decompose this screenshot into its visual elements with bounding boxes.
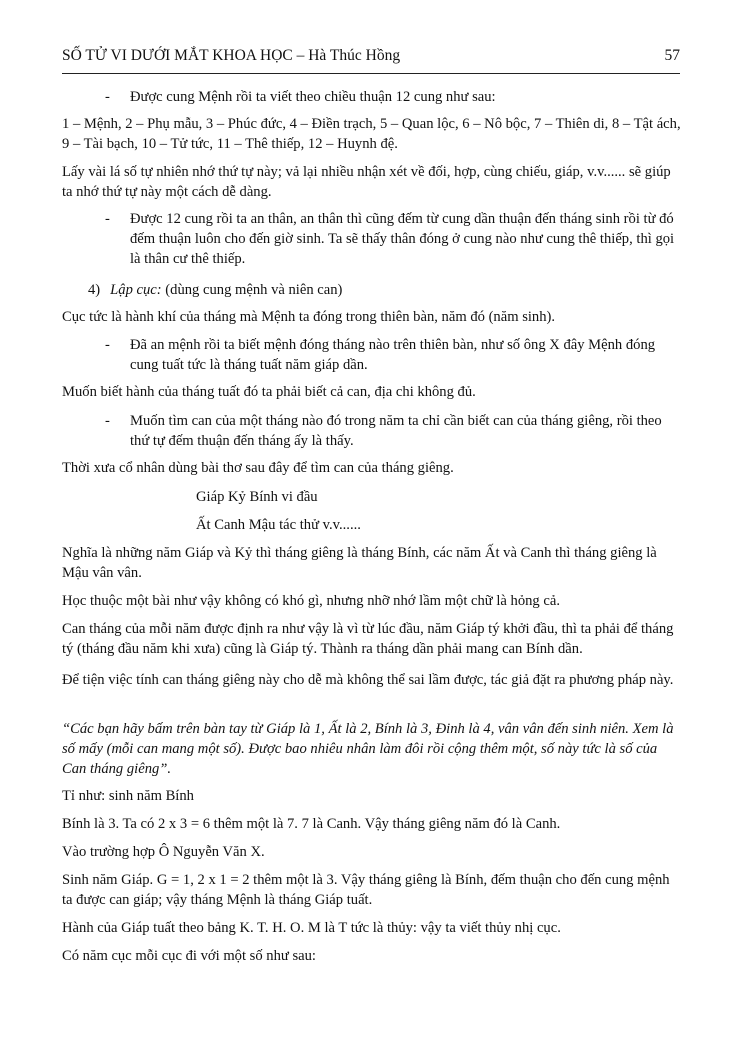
text: Được 12 cung rồi ta an thân, an thân thì cũng đếm từ cung dần thuận đến tháng sinh rồi từ đó đếm thuận luôn cho đến giờ sinh. Ta sẽ thấy thân đóng ở cung nào như cung thê thiếp, thì gọi là thân cư thê thiếp. — [130, 211, 675, 267]
text: Giáp Kỷ Bính vi đầu — [196, 489, 318, 505]
paragraph — [62, 162, 682, 202]
text: Hành của Giáp tuất theo bảng K. T. H. O. M là T tức là thủy: vậy ta viết thủy nhị cục. — [62, 920, 561, 936]
section-number: 4) — [88, 282, 101, 298]
text: Lấy vài lá số tự nhiên nhớ thứ tự này; vả lại nhiều nhận xét về đối, hợp, cùng chiếu, giáp, v.v...... sẽ giúp ta nhớ thứ tự này một cách dễ dàng. — [62, 164, 671, 200]
bullet-dash: - — [105, 89, 110, 105]
text: Học thuộc một bài như vậy không có khó gì, nhưng nhỡ nhớ lầm một chữ là hỏng cả. — [62, 593, 560, 609]
paragraph — [62, 382, 682, 402]
running-header-title: SỐ TỬ VI DƯỚI MẮT KHOA HỌC – Hà Thúc Hồng — [62, 47, 401, 64]
paragraph — [62, 670, 682, 690]
section-heading — [88, 280, 342, 300]
poem-line — [196, 487, 318, 507]
paragraph — [62, 543, 682, 583]
paragraph — [62, 307, 682, 327]
text: Tỉ như: sinh năm Bính — [62, 788, 194, 804]
bullet-item — [105, 411, 682, 451]
section-title: Lập cục: — [110, 282, 162, 298]
text: 1 – Mệnh, 2 – Phụ mẫu, 3 – Phúc đức, 4 – Điền trạch, 5 – Quan lộc, 6 – Nô bộc, 7 – Thiên di, 8 – Tật ách, 9 – Tài bạch, 10 – Tử tức, 11 – Thê thiếp, 12 – Huynh đệ. — [62, 116, 681, 152]
text: Để tiện việc tính can tháng giêng này cho dễ mà không thể sai lầm được, tác giả đặt ra phương pháp này. — [62, 672, 674, 688]
paragraph — [62, 918, 682, 938]
text: Được cung Mệnh rồi ta viết theo chiều thuận 12 cung như sau: — [130, 89, 496, 105]
text: Sinh năm Giáp. G = 1, 2 x 1 = 2 thêm một là 3. Vậy tháng giêng là Bính, đếm thuận cho đến cung mệnh ta được can giáp; vậy tháng Mệnh là tháng Giáp tuất. — [62, 872, 670, 908]
paragraph — [62, 842, 682, 862]
paragraph — [62, 946, 682, 966]
header-rule — [62, 73, 680, 74]
text: Nghĩa là những năm Giáp và Kỷ thì tháng giêng là tháng Bính, các năm Ất và Canh thì tháng giêng là Mậu vân vân. — [62, 545, 657, 581]
bullet-dash: - — [105, 337, 110, 353]
text: Thời xưa cổ nhân dùng bài thơ sau đây để tìm can của tháng giêng. — [62, 460, 454, 476]
text: “Các bạn hãy bấm trên bàn tay từ Giáp là 1, Ất là 2, Bính là 3, Đinh là 4, vân vân đến sinh niên. Xem là số mấy (mỗi can mang một số). Được bao nhiêu nhân làm đôi rồi cộng thêm một, số này tức là số của Can tháng giêng”. — [62, 721, 674, 777]
text: (dùng cung mệnh và niên can) — [161, 282, 343, 298]
text: Muốn biết hành của tháng tuất đó ta phải biết cả can, địa chi không đủ. — [62, 384, 476, 400]
text: Vào trường hợp Ô Nguyễn Văn X. — [62, 844, 265, 860]
text: Can tháng của mỗi năm được định ra như vậy là vì từ lúc đầu, năm Giáp tý khởi đầu, thì ta phải để tháng tý (tháng đầu năm khi xưa) cũng là Giáp tý. Thành ra tháng dần phải mang can Bính dần. — [62, 621, 674, 657]
bullet-item — [105, 209, 682, 269]
text: Có năm cục mỗi cục đi với một số như sau: — [62, 948, 316, 964]
paragraph — [62, 619, 682, 659]
paragraph — [62, 786, 682, 806]
quote-paragraph — [62, 719, 682, 779]
text: Bính là 3. Ta có 2 x 3 = 6 thêm một là 7. 7 là Canh. Vậy tháng giêng năm đó là Canh. — [62, 816, 561, 832]
bullet-item — [105, 335, 682, 375]
paragraph — [62, 591, 682, 611]
text: Cục tức là hành khí của tháng mà Mệnh ta đóng trong thiên bàn, năm đó (năm sinh). — [62, 309, 556, 325]
paragraph — [62, 114, 682, 154]
bullet-dash: - — [105, 211, 110, 227]
bullet-item — [105, 87, 682, 107]
paragraph — [62, 870, 682, 910]
poem-line — [196, 515, 361, 535]
page-number: 57 — [664, 47, 680, 64]
text: Ất Canh Mậu tác thử v.v...... — [196, 517, 361, 533]
bullet-dash: - — [105, 413, 110, 429]
paragraph — [62, 814, 682, 834]
text: Đã an mệnh rồi ta biết mệnh đóng tháng nào trên thiên bàn, như số ông X đây Mệnh đóng cung tuất tức là tháng tuất năm giáp dần. — [130, 337, 656, 373]
paragraph — [62, 458, 682, 478]
text: Muốn tìm can của một tháng nào đó trong năm ta chỉ cần biết can của tháng giêng, rồi theo thứ tự đếm thuận đến tháng ấy là thấy. — [130, 413, 662, 449]
